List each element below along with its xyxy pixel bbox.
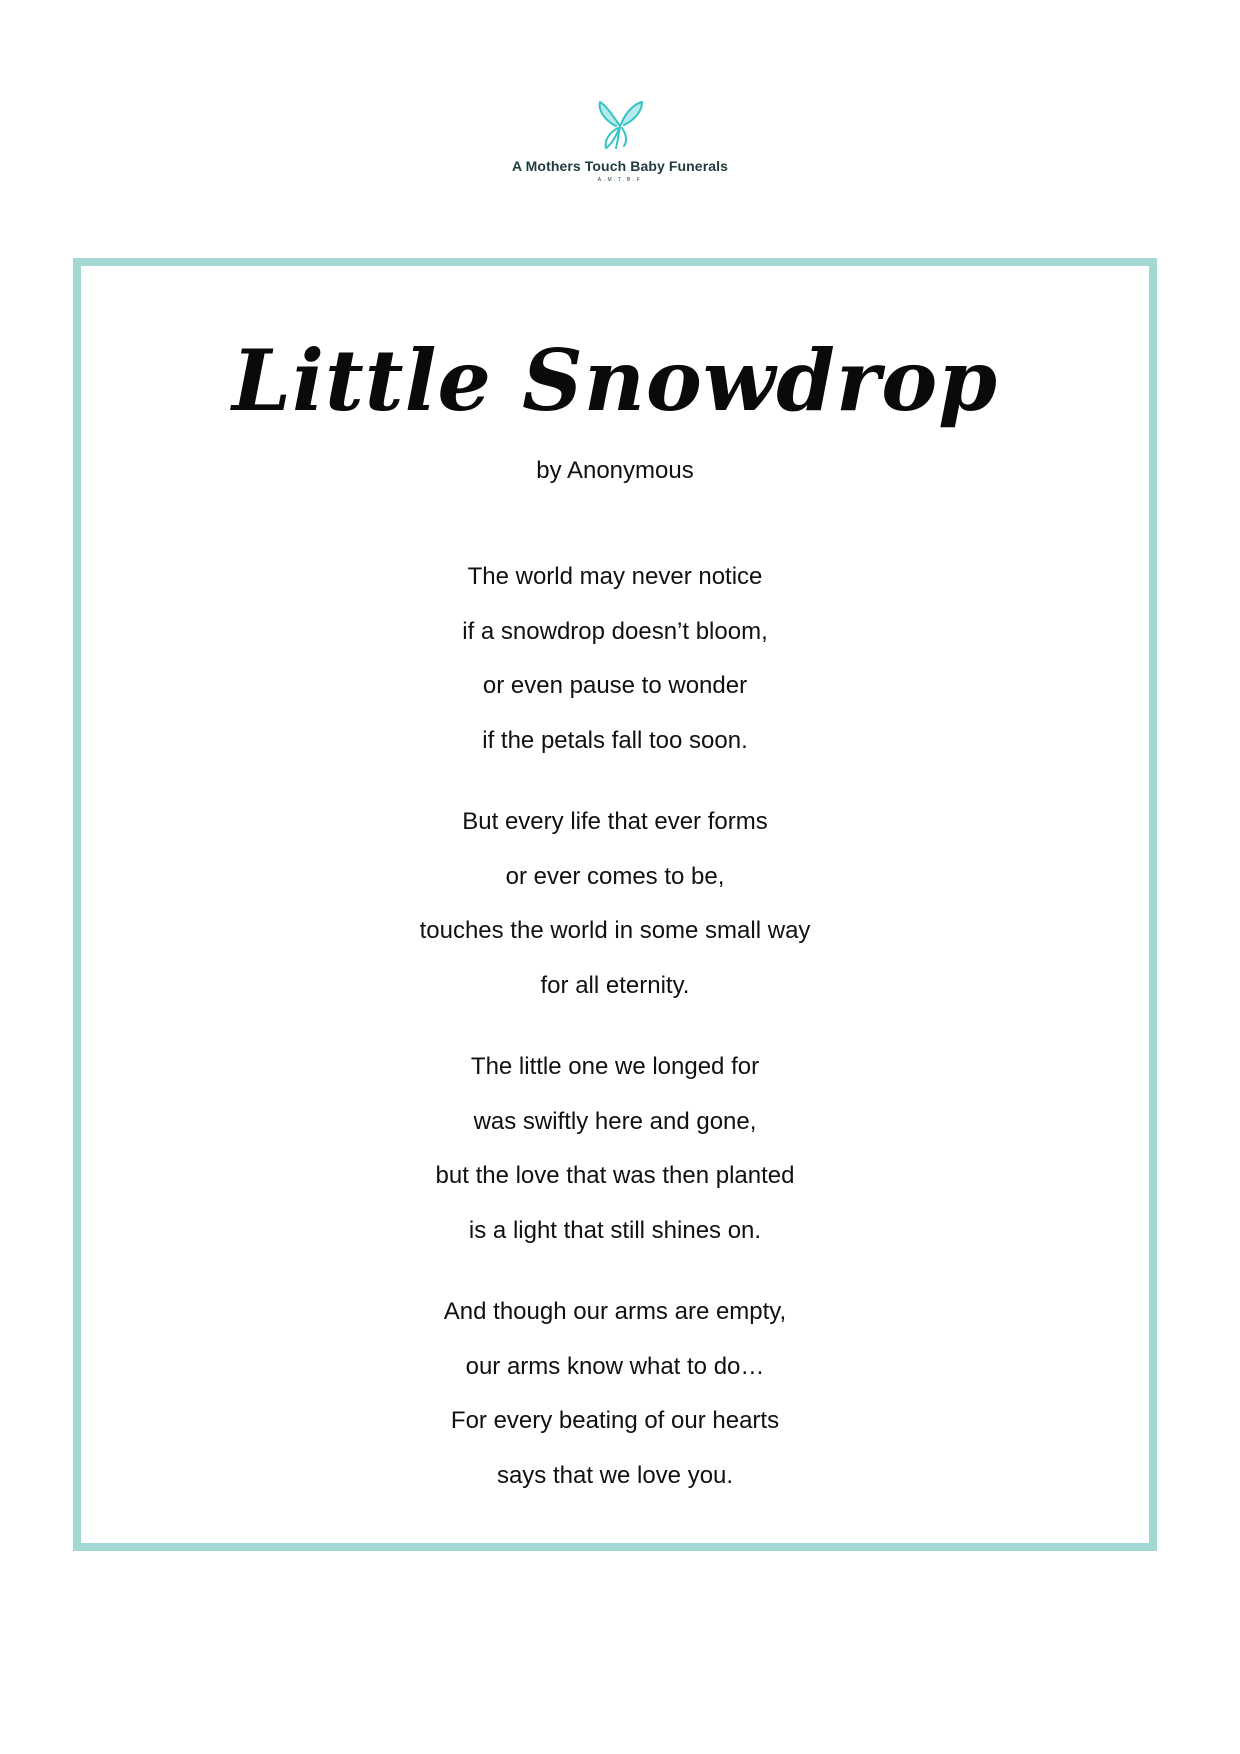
butterfly-icon — [594, 96, 646, 152]
poem-frame — [73, 258, 1157, 1551]
poem-body — [81, 550, 1149, 1530]
poem-line: But every life that ever forms — [462, 808, 768, 835]
poem-author: by Anonymous — [536, 457, 694, 484]
poem-line: was swiftly here and gone, — [473, 1107, 757, 1135]
poem-line: if a snowdrop doesn’t bloom, — [462, 617, 768, 645]
stanza-2 — [81, 795, 1149, 1013]
poem-line: if the petals fall too soon. — [482, 726, 748, 754]
poem-line: or even pause to wonder — [482, 672, 748, 699]
poem-line: touches the world in some small way — [419, 917, 811, 944]
poem-line: is a light that still shines on. — [468, 1216, 762, 1244]
stanza-3 — [81, 1040, 1149, 1258]
stanza-1 — [81, 550, 1149, 768]
poem-line: or ever comes to be, — [505, 862, 725, 890]
stanza-4 — [81, 1285, 1149, 1503]
poem-line: says that we love you. — [496, 1461, 734, 1489]
brand-name: A Mothers Touch Baby Funerals — [511, 158, 729, 174]
poem-line: The world may never notice — [467, 563, 763, 590]
poem-title: Little Snowdrop — [232, 331, 998, 430]
poem-line: And though our arms are empty, — [443, 1298, 787, 1325]
brand-logo — [0, 96, 1240, 183]
poem-line: for all eternity. — [540, 971, 690, 999]
poem-line: but the love that was then planted — [435, 1162, 795, 1189]
brand-initials: A.M.T.B.F — [597, 177, 643, 183]
poem-line: our arms know what to do… — [465, 1352, 765, 1380]
poem-line: For every beating of our hearts — [450, 1407, 780, 1434]
poem-line: The little one we longed for — [470, 1053, 760, 1080]
